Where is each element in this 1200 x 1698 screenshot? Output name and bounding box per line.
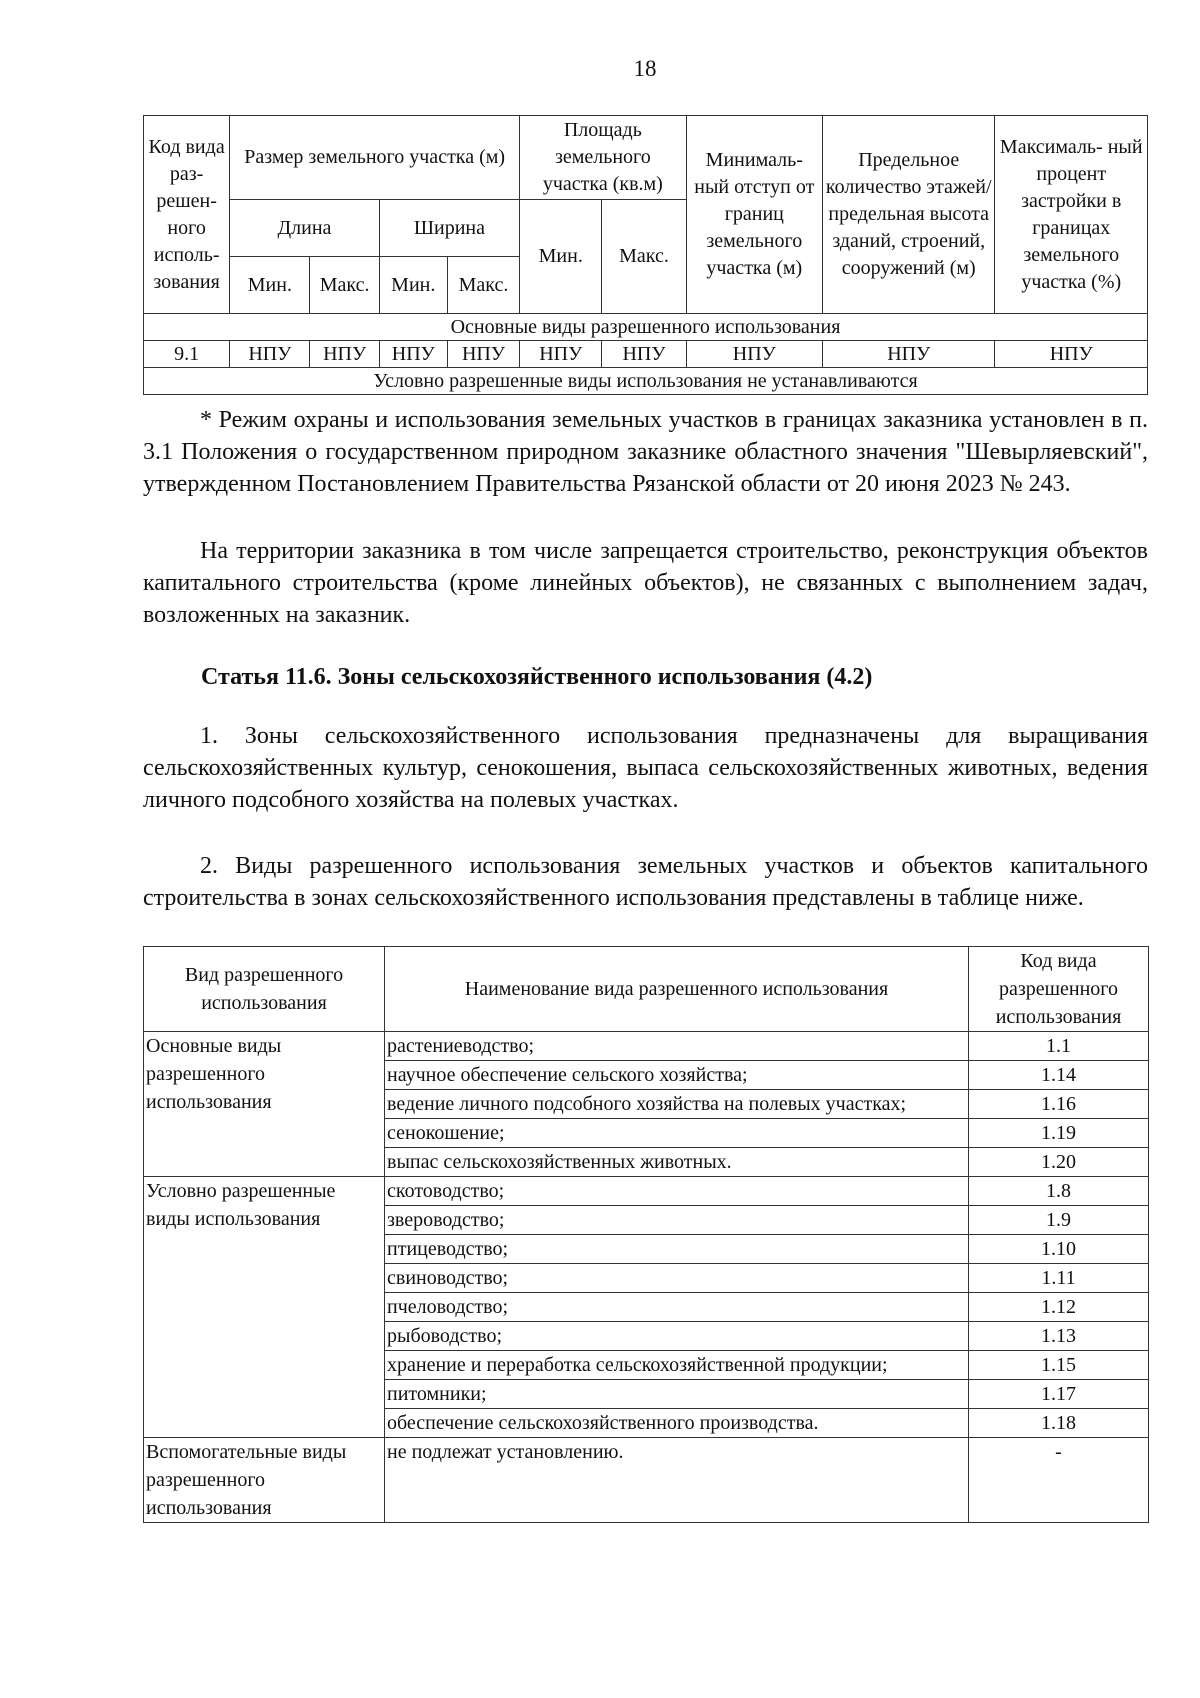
use-name-cell: питомники; [385, 1380, 969, 1409]
use-name-cell: звероводство; [385, 1206, 969, 1235]
use-code-cell: 1.19 [969, 1119, 1149, 1148]
header-width-max: Макс. [447, 257, 519, 314]
header-use-type: Вид разрешенного использования [144, 947, 385, 1032]
header-area-min: Мин. [520, 200, 602, 314]
use-code-cell: 1.16 [969, 1090, 1149, 1119]
table-row [144, 1438, 1149, 1523]
use-code-cell: 1.9 [969, 1206, 1149, 1235]
header-setback: Минималь- ный отступ от границ земельного участка (м) [686, 116, 822, 314]
use-name-cell: птицеводство; [385, 1235, 969, 1264]
use-code-cell: 1.17 [969, 1380, 1149, 1409]
use-group-label: Вспомогательные виды разрешенного использования [144, 1438, 385, 1523]
table-row [144, 341, 1148, 368]
table-row [144, 1177, 1149, 1206]
use-code-cell: 1.15 [969, 1351, 1149, 1380]
use-name-cell: растениеводство; [385, 1032, 969, 1061]
table-cell: НПУ [686, 341, 822, 368]
use-name-cell: пчеловодство; [385, 1293, 969, 1322]
table-cell: НПУ [822, 341, 995, 368]
article-heading: Статья 11.6. Зоны сельскохозяйственного использования (4.2) [201, 664, 873, 690]
header-area: Площадь земельного участка (кв.м) [520, 116, 686, 200]
header-code: Код вида раз- решен- ного исполь- зования [144, 116, 230, 314]
table-cell: 9.1 [144, 341, 230, 368]
zone-purpose-paragraph: 1. Зоны сельскохозяйственного использования предназначены для выращивания сельскохозяйственных культур, сенокошения, выпаса сельскохозяйственных животных, ведения личного подсобного хозяйства на полевых участках. [143, 723, 1148, 813]
header-floors: Предельное количество этажей/ предельная высота зданий, строений, сооружений (м) [822, 116, 995, 314]
header-use-code: Код вида разрешенного использования [969, 947, 1149, 1032]
table-cell: НПУ [602, 341, 686, 368]
use-code-cell: 1.18 [969, 1409, 1149, 1438]
use-name-cell: свиноводство; [385, 1264, 969, 1293]
permitted-uses-body [144, 1032, 1149, 1523]
header-use-name: Наименование вида разрешенного использования [385, 947, 969, 1032]
use-group-label: Основные виды разрешенного использования [144, 1032, 385, 1177]
use-code-cell: 1.14 [969, 1061, 1149, 1090]
use-name-cell: хранение и переработка сельскохозяйственной продукции; [385, 1351, 969, 1380]
page-number: 18 [633, 56, 657, 81]
table-cell: НПУ [520, 341, 602, 368]
use-name-cell: сенокошение; [385, 1119, 969, 1148]
use-name-cell: рыбоводство; [385, 1322, 969, 1351]
use-name-cell: скотоводство; [385, 1177, 969, 1206]
table-cell: НПУ [995, 341, 1148, 368]
use-name-cell: не подлежат установлению. [385, 1438, 969, 1523]
use-group-label: Условно разрешенные виды использования [144, 1177, 385, 1438]
header-length-max: Макс. [310, 257, 379, 314]
use-name-cell: научное обеспечение сельского хозяйства; [385, 1061, 969, 1090]
header-size: Размер земельного участка (м) [230, 116, 520, 200]
use-code-cell: 1.12 [969, 1293, 1149, 1322]
table-cell: НПУ [230, 341, 310, 368]
table-cell: НПУ [310, 341, 379, 368]
main-uses-label: Основные виды разрешенного использования [144, 314, 1148, 341]
header-length-min: Мин. [230, 257, 310, 314]
use-name-cell: ведение личного подсобного хозяйства на полевых участках; [385, 1090, 969, 1119]
use-code-cell: 1.8 [969, 1177, 1149, 1206]
use-name-cell: выпас сельскохозяйственных животных. [385, 1148, 969, 1177]
uses-intro-paragraph: 2. Виды разрешенного использования земельных участков и объектов капитального строительства в зонах сельскохозяйственного использования представлены в таблице ниже. [143, 853, 1148, 911]
zone-parameters-table [143, 115, 1148, 395]
header-length: Длина [230, 200, 379, 257]
use-name-cell: обеспечение сельскохозяйственного производства. [385, 1409, 969, 1438]
conditional-uses-label: Условно разрешенные виды использования не устанавливаются [144, 368, 1148, 395]
header-coverage: Максималь- ный процент застройки в границах земельного участка (%) [995, 116, 1148, 314]
header-width-min: Мин. [379, 257, 447, 314]
header-width: Ширина [379, 200, 519, 257]
use-code-cell: 1.1 [969, 1032, 1149, 1061]
use-code-cell: 1.20 [969, 1148, 1149, 1177]
header-area-max: Макс. [602, 200, 686, 314]
permitted-uses-table [143, 946, 1149, 1523]
use-code-cell: 1.13 [969, 1322, 1149, 1351]
use-code-cell: 1.10 [969, 1235, 1149, 1264]
restriction-paragraph: На территории заказника в том числе запрещается строительство, реконструкция объектов капитального строительства (кроме линейных объектов), не связанных с выполнением задач, возложенных на заказник. [143, 538, 1148, 628]
table-cell: НПУ [447, 341, 519, 368]
use-code-cell: - [969, 1438, 1149, 1523]
table-cell: НПУ [379, 341, 447, 368]
use-code-cell: 1.11 [969, 1264, 1149, 1293]
table-row [144, 1032, 1149, 1061]
footnote-paragraph: * Режим охраны и использования земельных участков в границах заказника установлен в п. 3.1 Положения о государственном природном заказнике областного значения "Шевырляевский", утвержденном Постановлением Правительства Рязанской области от 20 июня 2023 № 243. [143, 407, 1148, 497]
